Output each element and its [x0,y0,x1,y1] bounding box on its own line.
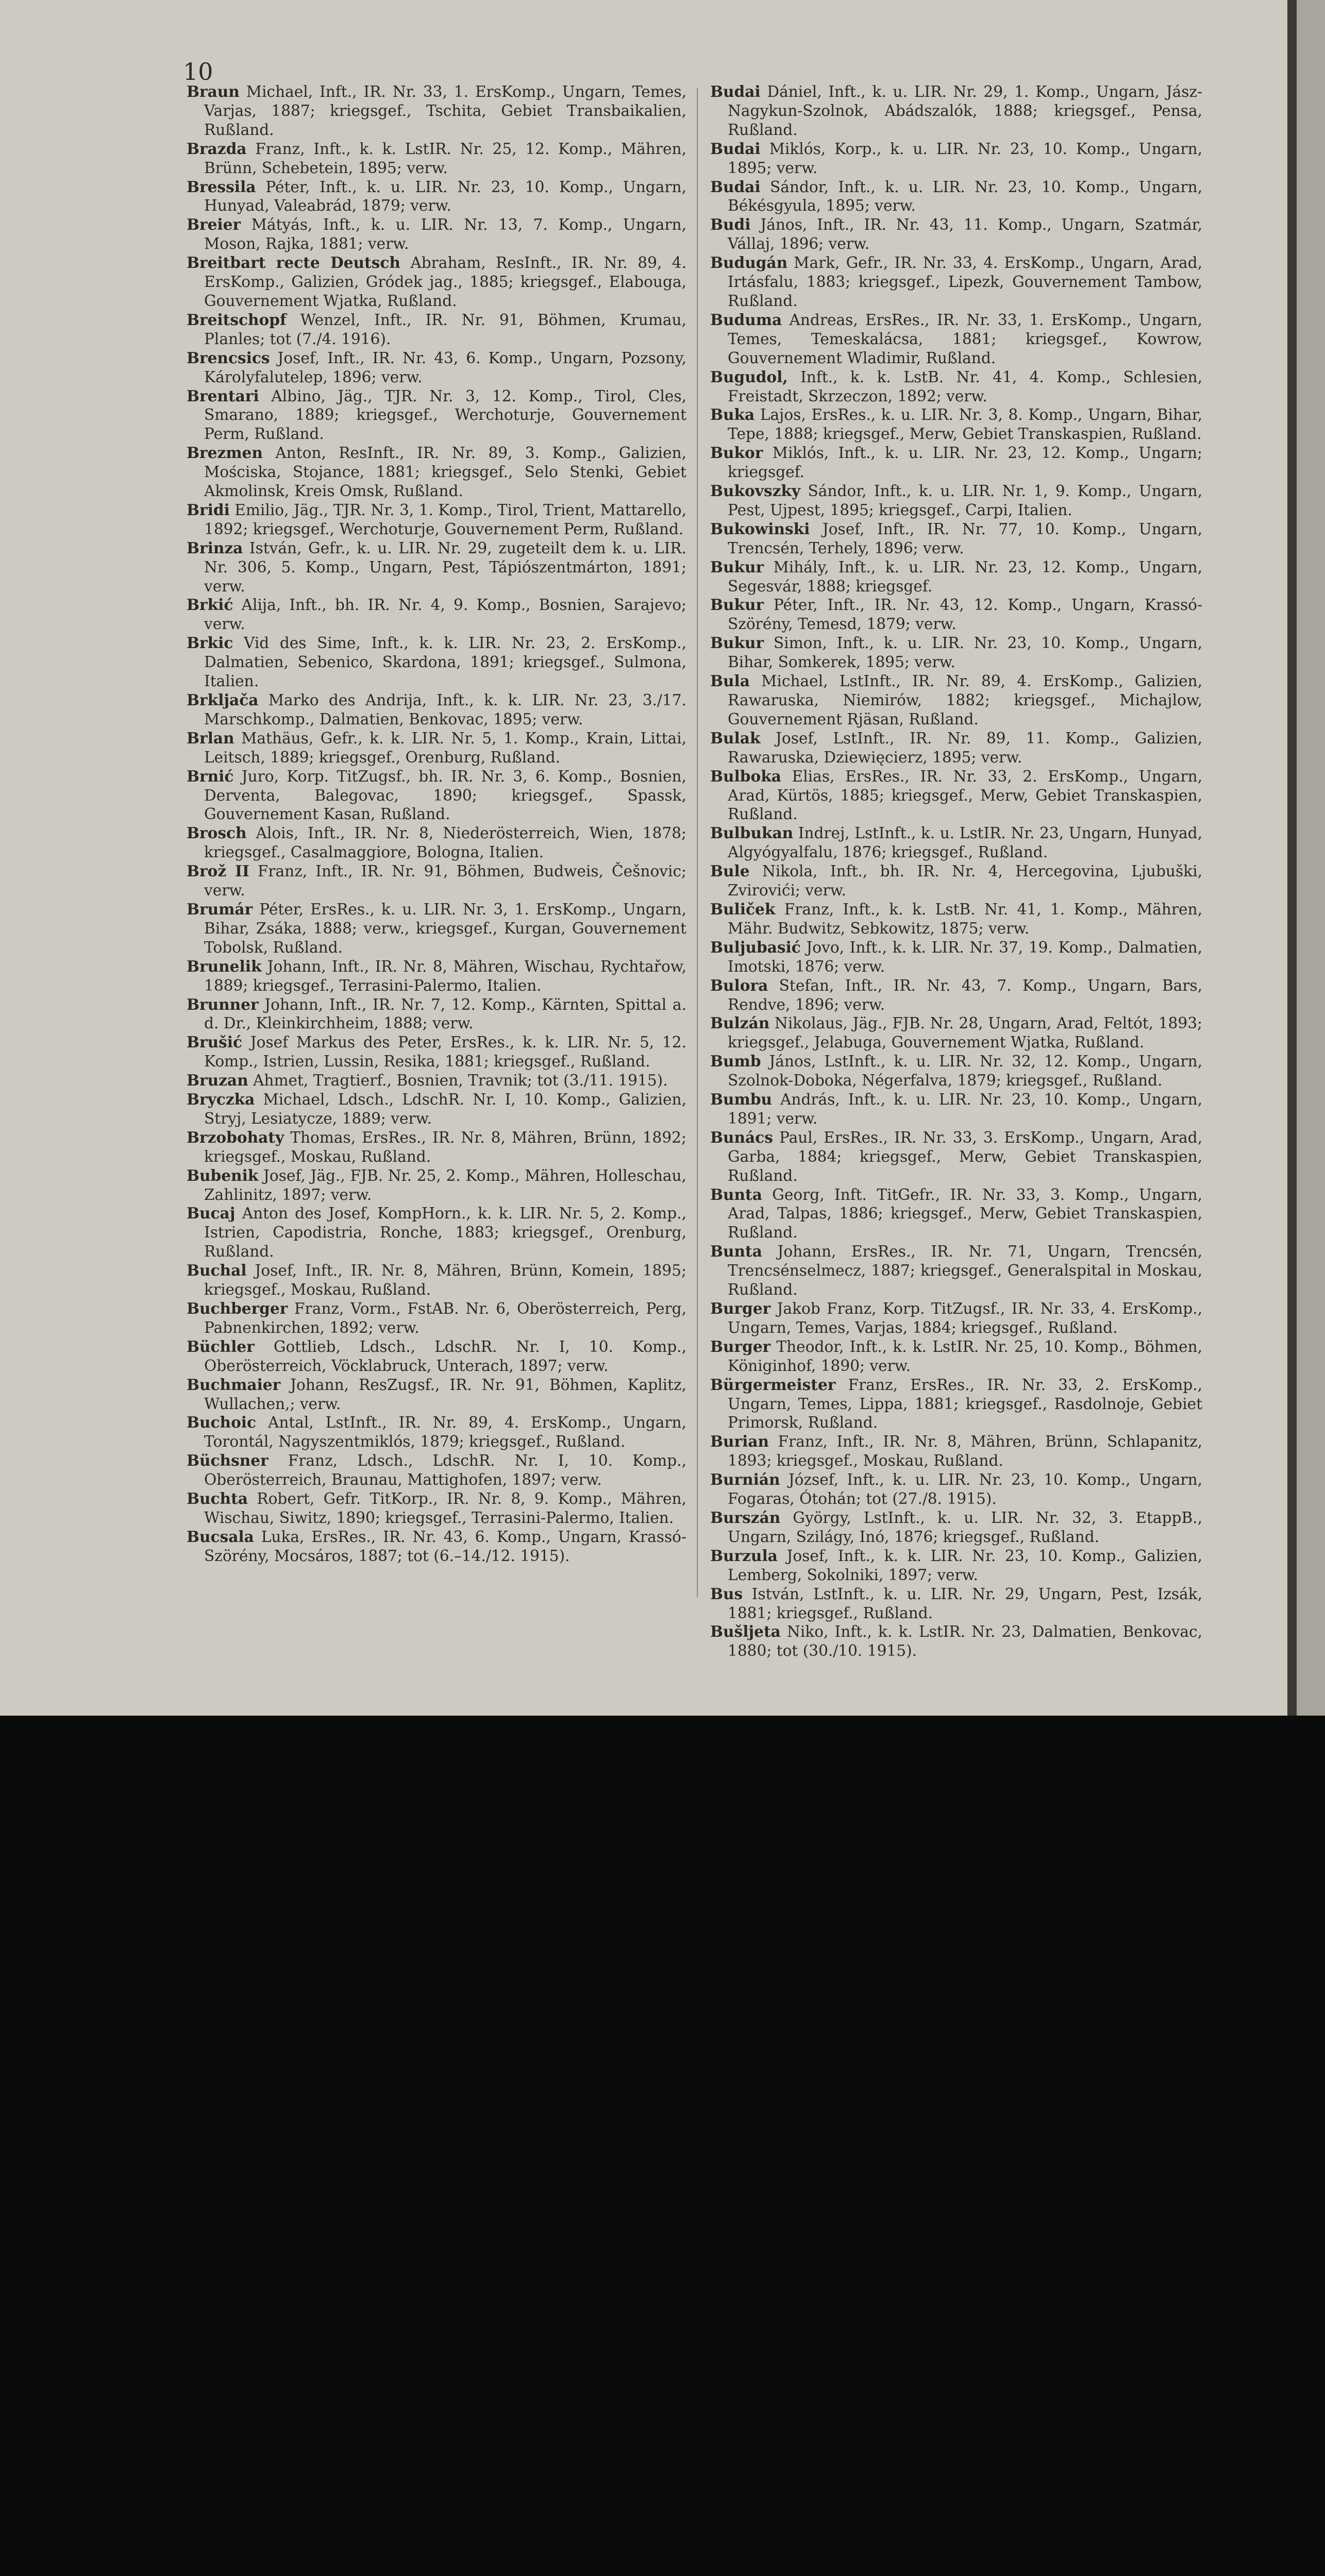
entry-surname: Büchler [187,1337,255,1355]
entry-details: Michael, Inft., IR. Nr. 33, 1. ErsKomp., Ungarn, Temes, Varjas, 1887; kriegsgef., Tschita, Gebiet Transbaikalien, Rußland. [204,83,686,139]
entry-surname: Burian [710,1432,769,1451]
register-entry [710,405,1202,444]
entry-surname: Buduma [710,310,782,329]
register-entry [187,1033,686,1071]
entry-details: Anton, ResInft., IR. Nr. 89, 3. Komp., Galizien, Mościska, Stojance, 1881; kriegsgef., Selo Stenki, Gebiet Akmolinsk, Kreis Omsk, Rußland. [204,444,686,500]
entry-surname: Bunta [710,1185,762,1204]
entry-details: Péter, Inft., IR. Nr. 43, 12. Komp., Ungarn, Krassó-Szörény, Temesd, 1879; verw. [728,596,1202,633]
entry-details: András, Inft., k. u. LIR. Nr. 23, 10. Komp., Ungarn, 1891; verw. [728,1091,1202,1127]
register-entry [187,634,686,691]
entry-details: Alija, Inft., bh. IR. Nr. 4, 9. Komp., Bosnien, Sarajevo; verw. [204,596,686,633]
register-entry [710,1185,1202,1243]
entry-surname: Bulbukan [710,824,794,842]
register-entry [187,596,686,634]
entry-surname: Bula [710,672,750,690]
register-entry [187,387,686,444]
register-entry [710,368,1202,406]
entry-details: Mark, Gefr., IR. Nr. 33, 4. ErsKomp., Ungarn, Arad, Irtásfalu, 1883; kriegsgef., Lipezk, Gouvernement Tambow, Rußland. [728,254,1202,310]
entry-details: Johann, ErsRes., IR. Nr. 71, Ungarn, Trencsén, Trencsénselmecz, 1887; kriegsgef., Generalspital in Moskau, Rußland. [728,1243,1202,1299]
entry-details: Franz, Inft., IR. Nr. 91, Böhmen, Budweis, Češnovic; verw. [204,862,686,900]
register-entry [710,1585,1202,1623]
register-entry [187,862,686,900]
entry-details: Inft., k. k. LstB. Nr. 41, 4. Komp., Schlesien, Freistadt, Skrzeczon, 1892; verw. [728,368,1202,405]
entry-surname: Bucaj [187,1204,236,1223]
entry-surname: Bunta [710,1242,762,1261]
entry-surname: Brezmen [187,444,263,462]
register-entry [710,140,1202,178]
entry-details: Josef, Inft., k. k. LIR. Nr. 23, 10. Komp., Galizien, Lemberg, Sokolniki, 1897; verw. [728,1547,1202,1584]
entry-details: György, LstInft., k. u. LIR. Nr. 32, 3. EtappB., Ungarn, Szilágy, Inó, 1876; kriegsgef., Rußland. [728,1509,1202,1546]
register-entry [187,1261,686,1299]
viewer-footer [0,1716,1325,1798]
register-entry [710,1128,1202,1185]
entry-surname: Brentari [187,386,259,405]
register-entry [710,900,1202,938]
entry-surname: Brencsics [187,348,270,367]
register-entry [710,1509,1202,1547]
register-entry [187,1413,686,1451]
entry-details: Anton des Josef, KompHorn., k. k. LIR. Nr. 5, 2. Komp., Istrien, Capodistria, Ronche, 1883; kriegsgef., Orenburg, Rußland. [204,1205,686,1261]
facing-page-edge [1297,0,1325,1716]
entry-surname: Brunelik [187,957,262,975]
entry-details: Sándor, Inft., k. u. LIR. Nr. 1, 9. Komp., Ungarn, Pest, Ujpest, 1895; kriegsgef., Carpi, Italien. [728,482,1202,519]
register-entry [187,82,686,140]
entry-surname: Burzula [710,1546,778,1565]
register-entry [710,482,1202,520]
entry-details: Josef, LstInft., IR. Nr. 89, 11. Komp., Galizien, Rawaruska, Dziewięcierz, 1895; verw. [728,729,1202,766]
register-entry [187,311,686,349]
register-entry [187,1489,686,1528]
entry-surname: Breier [187,215,241,234]
entry-details: Alois, Inft., IR. Nr. 8, Niederösterreich, Wien, 1878; kriegsgef., Casalmaggiore, Bologna, Italien. [204,824,686,861]
register-entry [710,767,1202,824]
register-entry [710,1052,1202,1090]
register-entry [187,900,686,957]
entry-surname: Buchberger [187,1299,288,1317]
entry-details: Josef Markus des Peter, ErsRes., k. k. LIR. Nr. 5, 12. Komp., Istrien, Lussin, Resika, 1881; kriegsgef., Rußland. [204,1033,686,1071]
register-entry [710,82,1202,140]
entry-details: Mathäus, Gefr., k. k. LIR. Nr. 5, 1. Komp., Krain, Littai, Leitsch, 1889; kriegsgef., Orenburg, Rußland. [204,729,686,766]
entry-surname: Burger [710,1337,771,1355]
entry-surname: Bulora [710,976,768,994]
entry-surname: Bukur [710,596,764,614]
entry-details: Wenzel, Inft., IR. Nr. 91, Böhmen, Krumau, Planles; tot (7./4. 1916). [204,311,686,348]
register-entry [187,444,686,501]
entry-surname: Braun [187,82,240,100]
register-entry [710,729,1202,767]
entry-surname: Brinza [187,538,243,557]
entry-surname: Buliček [710,900,776,918]
entry-surname: Buchal [187,1261,247,1280]
entry-surname: Bucsala [187,1527,254,1546]
entry-details: József, Inft., k. u. LIR. Nr. 23, 10. Komp., Ungarn, Fogaras, Ótohán; tot (27./8. 1915). [728,1471,1202,1508]
entry-surname: Brlan [187,728,234,747]
entry-surname: Brumár [187,900,253,918]
entry-details: Johann, Inft., IR. Nr. 7, 12. Komp., Kärnten, Spittal a. d. Dr., Kleinkirchheim, 1888; verw. [204,995,686,1032]
entry-surname: Bukur [710,557,764,576]
register-entry [710,634,1202,672]
entry-details: János, LstInft., k. u. LIR. Nr. 32, 12. Komp., Ungarn, Szolnok-Doboka, Négerfalva, 1879; kriegsgef., Rußland. [728,1053,1202,1090]
register-entry [187,1071,686,1090]
entry-surname: Bumbu [710,1090,773,1109]
entry-details: Nikolaus, Jäg., FJB. Nr. 28, Ungarn, Arad, Feltót, 1893; kriegsgef., Jelabuga, Gouvernement Wjatka, Rußland. [728,1014,1202,1052]
entry-details: Emilio, Jäg., TJR. Nr. 3, 1. Komp., Tirol, Trient, Mattarello, 1892; kriegsgef., Werchoturje, Gouvernement Perm, Rußland. [204,501,686,538]
entry-surname: Buchoic [187,1413,257,1432]
entry-surname: Bulak [710,728,761,747]
right-column [710,82,1202,1660]
entry-details: Paul, ErsRes., IR. Nr. 33, 3. ErsKomp., Ungarn, Arad, Garba, 1884; kriegsgef., Merw, Gebiet Transkaspien, Rußland. [728,1128,1202,1184]
left-column [187,82,686,1566]
entry-details: Franz, Inft., k. k. LstIR. Nr. 25, 12. Komp., Mähren, Brünn, Schebetein, 1895; verw. [204,140,686,177]
entry-surname: Budai [710,82,761,100]
entry-details: Georg, Inft. TitGefr., IR. Nr. 33, 3. Komp., Ungarn, Arad, Talpas, 1886; kriegsgef., Merw, Gebiet Transkaspien, Rußland. [728,1185,1202,1242]
entry-details: Josef, Jäg., FJB. Nr. 25, 2. Komp., Mähren, Holleschau, Zahlinitz, 1897; verw. [204,1166,686,1204]
entry-details: Nikola, Inft., bh. IR. Nr. 4, Hercegovina, Ljubuški, Zvirovići; verw. [728,862,1202,900]
entry-details: Jovo, Inft., k. k. LIR. Nr. 37, 19. Komp., Dalmatien, Imotski, 1876; verw. [728,938,1202,975]
register-entry [710,672,1202,729]
entry-details: Simon, Inft., k. u. LIR. Nr. 23, 10. Komp., Ungarn, Bihar, Somkerek, 1895; verw. [728,634,1202,671]
register-entry [710,178,1202,216]
register-entry [187,1376,686,1414]
entry-details: Luka, ErsRes., IR. Nr. 43, 6. Komp., Ungarn, Krassó-Szörény, Mocsáros, 1887; tot (6.–14./12. 1915). [204,1528,686,1565]
entry-surname: Buka [710,405,755,424]
entry-details: Thomas, ErsRes., IR. Nr. 8, Mähren, Brünn, 1892; kriegsgef., Moskau, Rußland. [204,1128,686,1165]
entry-details: István, LstInft., k. u. LIR. Nr. 29, Ungarn, Pest, Izsák, 1881; kriegsgef., Rußland. [728,1585,1202,1622]
entry-details: Dániel, Inft., k. u. LIR. Nr. 29, 1. Komp., Ungarn, Jász-Nagykun-Szolnok, Abádszalók, 1888; kriegsgef., Pensa, Rußland. [728,83,1202,139]
entry-details: Miklós, Korp., k. u. LIR. Nr. 23, 10. Komp., Ungarn, 1895; verw. [728,140,1202,177]
entry-details: Jakob Franz, Korp. TitZugsf., IR. Nr. 33, 4. ErsKomp., Ungarn, Temes, Varjas, 1884; kriegsgef., Rußland. [728,1300,1202,1336]
entry-details: Robert, Gefr. TitKorp., IR. Nr. 8, 9. Komp., Mähren, Wischau, Siwitz, 1890; kriegsgef., Terrasini-Palermo, Italien. [204,1490,686,1527]
entry-surname: Brkić [187,596,233,614]
entry-surname: Budugán [710,253,788,272]
register-entry [187,1337,686,1376]
entry-surname: Breitschopf [187,310,287,329]
entry-details: Andreas, ErsRes., IR. Nr. 33, 1. ErsKomp., Ungarn, Temes, Temeskalácsa, 1881; kriegsgef., Kowrow, Gouvernement Wladimir, Rußland. [728,311,1202,367]
register-entry [710,215,1202,253]
entry-details: Franz, Vorm., FstAB. Nr. 6, Oberösterreich, Perg, Pabnenkirchen, 1892; verw. [204,1300,686,1336]
entry-details: János, Inft., IR. Nr. 43, 11. Komp., Ungarn, Szatmár, Vállaj, 1896; verw. [728,216,1202,253]
register-entry [187,140,686,178]
entry-details: Abraham, ResInft., IR. Nr. 89, 4. ErsKomp., Galizien, Gródek jag., 1885; kriegsgef., Elabouga, Gouvernement Wjatka, Rußland. [204,254,686,310]
register-entry [710,976,1202,1014]
entry-surname: Budai [710,139,761,158]
entry-surname: Bukowinski [710,519,810,538]
entry-surname: Burszán [710,1508,781,1527]
entry-surname: Breitbart recte Deutsch [187,253,400,272]
entry-surname: Bressila [187,177,256,196]
register-entry [710,1622,1202,1660]
entry-details: István, Gefr., k. u. LIR. Nr. 29, zugeteilt dem k. u. LIR. Nr. 306, 5. Komp., Ungarn, Pest, Tápiószentmárton, 1891; verw. [204,539,686,595]
entry-details: Mátyás, Inft., k. u. LIR. Nr. 13, 7. Komp., Ungarn, Moson, Rajka, 1881; verw. [204,216,686,253]
entry-details: Josef, Inft., IR. Nr. 77, 10. Komp., Ungarn, Trencsén, Terhely, 1896; verw. [728,520,1202,557]
entry-surname: Buchta [187,1489,248,1508]
entry-surname: Bryczka [187,1090,255,1109]
entry-details: Theodor, Inft., k. k. LstIR. Nr. 25, 10. Komp., Böhmen, Königinhof, 1890; verw. [728,1337,1202,1375]
entry-surname: Brunner [187,995,259,1013]
entry-surname: Bušljeta [710,1622,781,1641]
entry-surname: Bugudol, [710,367,788,386]
entry-surname: Brzobohaty [187,1128,284,1146]
register-entry [710,1242,1202,1299]
register-entry [710,596,1202,634]
register-entry [187,767,686,824]
register-entry [187,253,686,311]
entry-surname: Bulzán [710,1014,770,1032]
register-entry [187,539,686,596]
entry-details: Péter, Inft., k. u. LIR. Nr. 23, 10. Komp., Ungarn, Hunyad, Valeabrád, 1879; verw. [204,178,686,215]
entry-surname: Bubenik [187,1166,259,1184]
register-entry [187,349,686,387]
register-entry [710,1337,1202,1376]
register-entry [710,311,1202,368]
entry-details: Franz, Ldsch., LdschR. Nr. I, 10. Komp., Oberösterreich, Braunau, Mattighofen, 1897; verw. [204,1452,686,1489]
register-entry [187,178,686,216]
entry-surname: Budai [710,177,761,196]
register-entry [710,520,1202,558]
register-entry [710,1090,1202,1128]
entry-surname: Bruzan [187,1071,248,1090]
entry-surname: Burnián [710,1470,780,1489]
register-entry [710,1432,1202,1470]
entry-surname: Büchsner [187,1451,269,1470]
register-entry [187,1090,686,1128]
entry-details: Albino, Jäg., TJR. Nr. 3, 12. Komp., Tirol, Cles, Smarano, 1889; kriegsgef., Werchoturje, Gouvernement Perm, Rußland. [204,387,686,443]
entry-details: Johann, ResZugsf., IR. Nr. 91, Böhmen, Kaplitz, Wullachen,; verw. [204,1376,686,1413]
entry-details: Josef, Inft., IR. Nr. 43, 6. Komp., Ungarn, Pozsony, Károlyfalutelep, 1896; verw. [204,349,686,386]
register-entry [710,1547,1202,1585]
register-entry [710,1299,1202,1337]
entry-surname: Brkic [187,634,233,652]
entry-surname: Brnić [187,767,234,785]
entry-details: Franz, Inft., IR. Nr. 8, Mähren, Brünn, Schlapanitz, 1893; kriegsgef., Moskau, Rußland. [728,1433,1202,1470]
book-spine [1287,0,1297,1716]
entry-surname: Bunács [710,1128,773,1146]
entry-details: Elias, ErsRes., IR. Nr. 33, 2. ErsKomp., Ungarn, Arad, Kürtös, 1885; kriegsgef., Merw, Gebiet Transkaspien, Rußland. [728,767,1202,823]
entry-surname: Bukor [710,444,763,462]
entry-details: Marko des Andrija, Inft., k. k. LIR. Nr. 23, 3./17. Marschkomp., Dalmatien, Benkovac, 1895; verw. [204,691,686,728]
register-entry [187,1299,686,1337]
register-entry [187,1166,686,1205]
entry-details: Miklós, Inft., k. u. LIR. Nr. 23, 12. Komp., Ungarn; kriegsgef. [728,444,1202,481]
entry-details: Niko, Inft., k. k. LstIR. Nr. 23, Dalmatien, Benkovac, 1880; tot (30./10. 1915). [728,1623,1202,1660]
register-entry [187,501,686,539]
register-entry [187,691,686,729]
entry-details: Ahmet, Tragtierf., Bosnien, Travnik; tot (3./11. 1915). [248,1072,668,1090]
entry-details: Vid des Sime, Inft., k. k. LIR. Nr. 23, 2. ErsKomp., Dalmatien, Sebenico, Skardona, 1891; kriegsgef., Sulmona, Italien. [204,634,686,690]
entry-details: Juro, Korp. TitZugsf., bh. IR. Nr. 3, 6. Komp., Bosnien, Derventa, Balegovac, 1890; kriegsgef., Spassk, Gouvernement Kasan, Rußland. [204,767,686,823]
entry-details: Mihály, Inft., k. u. LIR. Nr. 23, 12. Komp., Ungarn, Segesvár, 1888; kriegsgef. [728,558,1202,595]
register-entry [187,1204,686,1261]
register-entry [187,957,686,995]
entry-surname: Bumb [710,1052,761,1071]
entry-details: Péter, ErsRes., k. u. LIR. Nr. 3, 1. ErsKomp., Ungarn, Bihar, Zsáka, 1888; verw., kriegsgef., Kurgan, Gouvernement Tobolsk, Rußland. [204,900,686,956]
entry-details: Sándor, Inft., k. u. LIR. Nr. 23, 10. Komp., Ungarn, Békésgyula, 1895; verw. [728,178,1202,215]
register-entry [710,444,1202,482]
register-entry [187,729,686,767]
entry-details: Gottlieb, Ldsch., LdschR. Nr. I, 10. Komp., Oberösterreich, Vöcklabruck, Unterach, 1897; verw. [204,1337,686,1375]
column-divider [697,88,698,1597]
entry-details: Franz, ErsRes., IR. Nr. 33, 2. ErsKomp., Ungarn, Temes, Lippa, 1881; kriegsgef., Rasdolnoje, Gebiet Primorsk, Rußland. [728,1376,1202,1432]
register-entry [187,1451,686,1489]
entry-surname: Bukur [710,634,764,652]
register-entry [187,215,686,253]
register-entry [710,1470,1202,1509]
entry-surname: Bürgermeister [710,1375,836,1394]
entry-details: Stefan, Inft., IR. Nr. 43, 7. Komp., Ungarn, Bars, Rendve, 1896; verw. [728,976,1202,1013]
entry-details: Antal, LstInft., IR. Nr. 89, 4. ErsKomp., Ungarn, Torontál, Nagyszentmiklós, 1879; kriegsgef., Rußland. [204,1414,686,1451]
entry-surname: Brosch [187,824,247,842]
entry-surname: Brož II [187,862,249,880]
entry-surname: Bulboka [710,767,781,785]
entry-details: Johann, Inft., IR. Nr. 8, Mähren, Wischau, Rychtařow, 1889; kriegsgef., Terrasini-Palermo, Italien. [204,957,686,994]
register-entry [710,1376,1202,1433]
entry-surname: Brkljača [187,691,259,709]
entry-details: Indrej, LstInft., k. u. LstIR. Nr. 23, Ungarn, Hunyad, Algyógyalfalu, 1876; kriegsgef., Rußland. [728,824,1202,861]
entry-surname: Buljubasić [710,938,801,956]
entry-surname: Budi [710,215,751,234]
entry-surname: Burger [710,1299,771,1317]
entry-details: Michael, Ldsch., LdschR. Nr. I, 10. Komp., Galizien, Stryj, Lesiatycze, 1889; verw. [204,1091,686,1127]
entry-surname: Bule [710,862,750,880]
register-entry [187,1128,686,1166]
entry-surname: Bridi [187,500,230,519]
entry-details: Franz, Inft., k. k. LstB. Nr. 41, 1. Komp., Mähren, Mähr. Budwitz, Sebkowitz, 1875; verw. [728,900,1202,937]
entry-surname: Brušić [187,1033,243,1052]
entry-surname: Bus [710,1584,743,1603]
entry-surname: Brazda [187,139,247,158]
register-entry [187,1528,686,1566]
entry-surname: Buchmaier [187,1375,281,1394]
entry-details: Michael, LstInft., IR. Nr. 89, 4. ErsKomp., Galizien, Rawaruska, Niemirów, 1882; kriegsgef., Michajlow, Gouvernement Rjäsan, Rußland. [728,672,1202,728]
register-entry [187,995,686,1033]
page-number: 10 [183,58,213,86]
register-entry [710,253,1202,311]
register-entry [710,938,1202,976]
entry-details: Lajos, ErsRes., k. u. LIR. Nr. 3, 8. Komp., Ungarn, Bihar, Tepe, 1888; kriegsgef., Merw, Gebiet Transkaspien, Rußland. [728,406,1202,443]
register-entry [187,824,686,862]
register-entry [710,558,1202,596]
register-entry [710,824,1202,862]
entry-surname: Bukovszky [710,482,801,500]
entry-details: Josef, Inft., IR. Nr. 8, Mähren, Brünn, Komein, 1895; kriegsgef., Moskau, Rußland. [204,1262,686,1299]
register-entry [710,862,1202,900]
register-entry [710,1014,1202,1052]
